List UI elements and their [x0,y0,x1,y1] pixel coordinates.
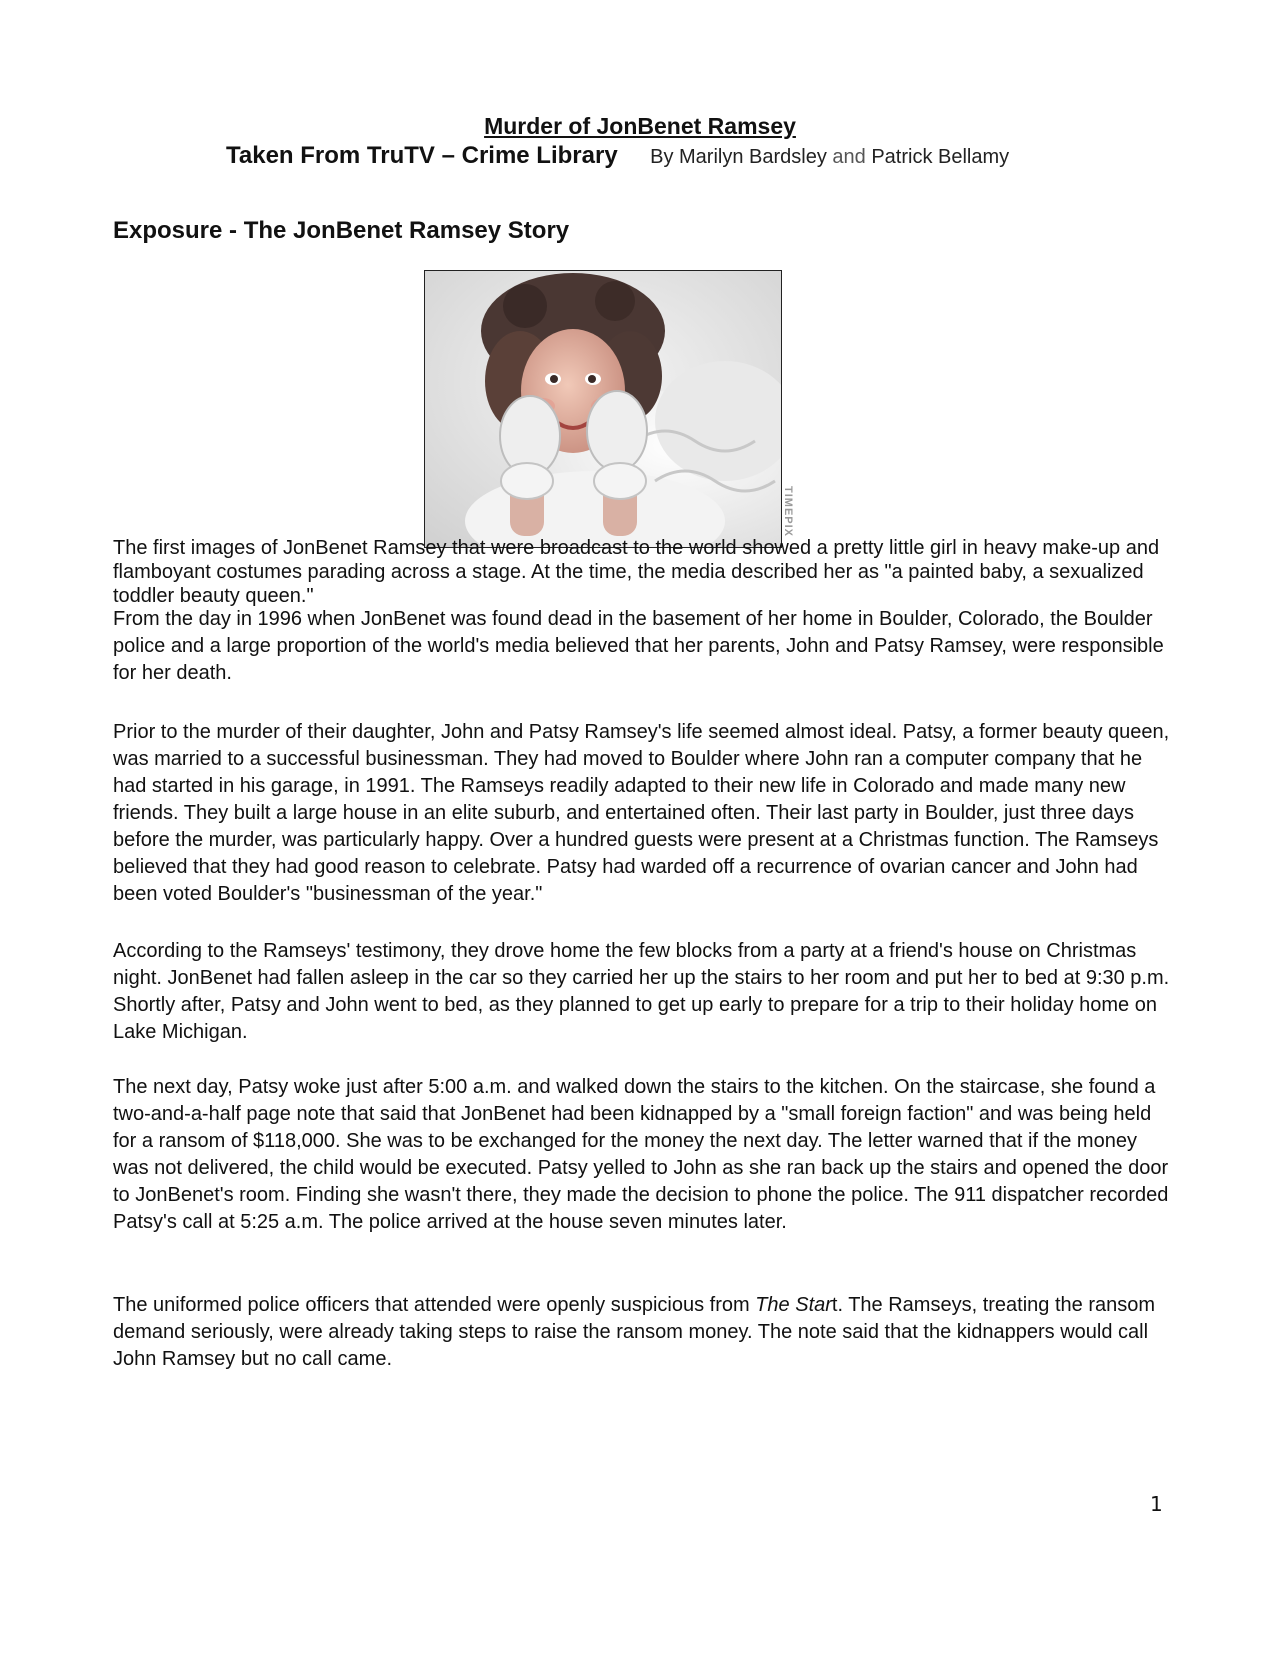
source-subtitle: Taken From TruTV – Crime Library [226,142,618,169]
paragraph-1: The first images of JonBenet Ramsey that were broadcast to the world showed a pretty little girl in heavy make-up and flamboyant costumes parading across a stage. At the time, the media described her as "a painted baby, a sexualized toddler beauty queen." [113,537,1160,607]
paragraph-6-before: The uniformed police officers that attended were openly suspicious from [113,1294,756,1316]
portrait-photo [424,270,782,548]
byline-and: and [832,146,866,168]
page-number: 1 [1150,1492,1163,1516]
paragraph-3: Prior to the murder of their daughter, John and Patsy Ramsey's life seemed almost ideal. Patsy, a former beauty queen, was married to a successful businessman. They had moved to Boulder where John ran a computer company that he had started in his garage, in 1991. The Ramseys readily adapted to their new life in Colorado and made many new friends. They built a large house in an elite suburb, and entertained often. Their last party in Boulder, just three days before the murder, was particularly happy. Over a hundred guests were present at a Christmas function. The Ramseys believed that they had good reason to celebrate. Patsy had warded off a recurrence of ovarian cancer and John had been voted Boulder's "businessman of the year." [113,721,1170,905]
paragraph-4: According to the Ramseys' testimony, they drove home the few blocks from a party at a friend's house on Christmas night. JonBenet had fallen asleep in the car so they carried her up the stairs to her room and put her to bed at 9:30 p.m. Shortly after, Patsy and John went to bed, as they planned to get up early to prepare for a trip to their holiday home on Lake Michigan. [113,940,1170,1043]
paragraph-6-italic: The Star [755,1294,832,1316]
photo-credit-watermark: TIMEPIX [782,486,794,538]
paragraph-5: The next day, Patsy woke just after 5:00 a.m. and walked down the stairs to the kitchen. On the staircase, she found a two-and-a-half page note that said that JonBenet had been kidnapped by a "small foreign faction" and was being held for a ransom of $118,000. She was to be exchanged for the money the next day. The letter warned that if the money was not delivered, the child would be executed. Patsy yelled to John as she ran back up the stairs and opened the door to JonBenet's room. Finding she wasn't there, they made the decision to phone the police. The 911 dispatcher recorded Patsy's call at 5:25 a.m. The police arrived at the house seven minutes later. [113,1076,1169,1233]
paragraph-2: From the day in 1996 when JonBenet was found dead in the basement of her home in Boulder, Colorado, the Boulder police and a large proportion of the world's media believed that her parents, John and Patsy Ramsey, were responsible for her death. [113,608,1164,684]
author-byline [650,146,1009,168]
byline-suffix: Patrick Bellamy [871,146,1010,168]
subtitle-line [226,140,1009,175]
paragraph-6 [113,1292,1173,1373]
section-heading: Exposure - The JonBenet Ramsey Story [113,217,570,244]
byline-prefix: By Marilyn Bardsley [650,146,827,168]
document-title: Murder of JonBenet Ramsey [484,113,796,139]
paragraph-6-after: t. The Ramseys, treating the ransom demand seriously, were already taking steps to raise the ransom money. The note said that the kidnappers would call John Ramsey but no call came. [113,1294,1156,1370]
